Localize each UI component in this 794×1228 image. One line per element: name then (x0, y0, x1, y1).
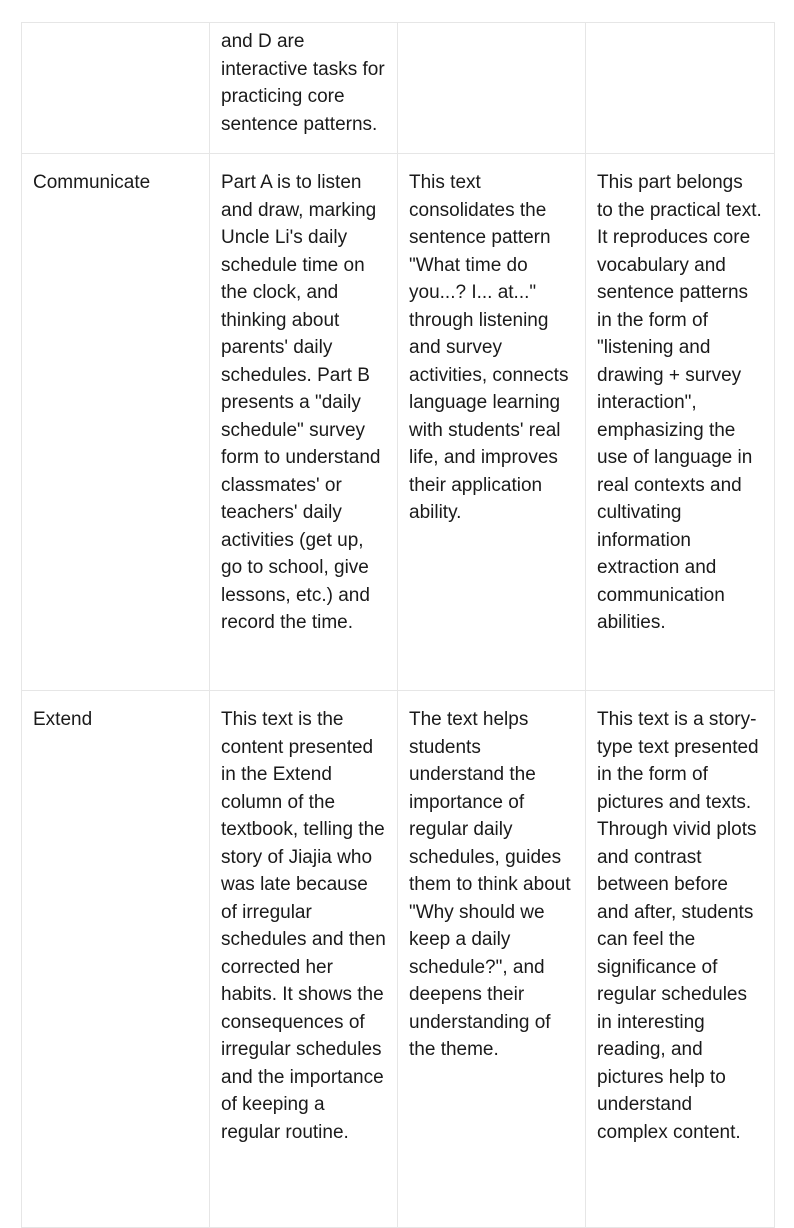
table-cell: This text is the content presented in the Extend column of the textbook, telling the story of Jiajia who was late because of irregular schedules and then corrected her habits. It shows the consequences of irregular schedules and the importance of keeping a regular routine. (210, 691, 398, 1228)
table-cell (22, 23, 210, 154)
table-cell: This text consolidates the sentence pattern "What time do you...? I... at..." through listening and survey activities, connects language learning with students' real life, and improves their application ability. (398, 154, 586, 691)
table-cell: This text is a story-type text presented in the form of pictures and texts. Through vivid plots and contrast between before and after, students can feel the significance of regular schedules in interesting reading, and pictures help to understand complex content. (586, 691, 775, 1228)
table-cell (398, 23, 586, 154)
table-row (22, 691, 775, 1228)
table-cell (586, 23, 775, 154)
table-cell: and D are interactive tasks for practicing core sentence patterns. (210, 23, 398, 154)
table-row (22, 23, 775, 154)
row-header-extend: Extend (22, 691, 210, 1228)
table-row (22, 154, 775, 691)
row-header-communicate: Communicate (22, 154, 210, 691)
table-cell: The text helps students understand the importance of regular daily schedules, guides them to think about "Why should we keep a daily schedule?", and deepens their understanding of the theme. (398, 691, 586, 1228)
analysis-table (21, 22, 775, 1228)
table-cell: This part belongs to the practical text. It reproduces core vocabulary and sentence patterns in the form of "listening and drawing + survey interaction", emphasizing the use of language in real contexts and cultivating information extraction and communication abilities. (586, 154, 775, 691)
table-cell: Part A is to listen and draw, marking Uncle Li's daily schedule time on the clock, and thinking about parents' daily schedules. Part B presents a "daily schedule" survey form to understand classmates' or teachers' daily activities (get up, go to school, give lessons, etc.) and record the time. (210, 154, 398, 691)
